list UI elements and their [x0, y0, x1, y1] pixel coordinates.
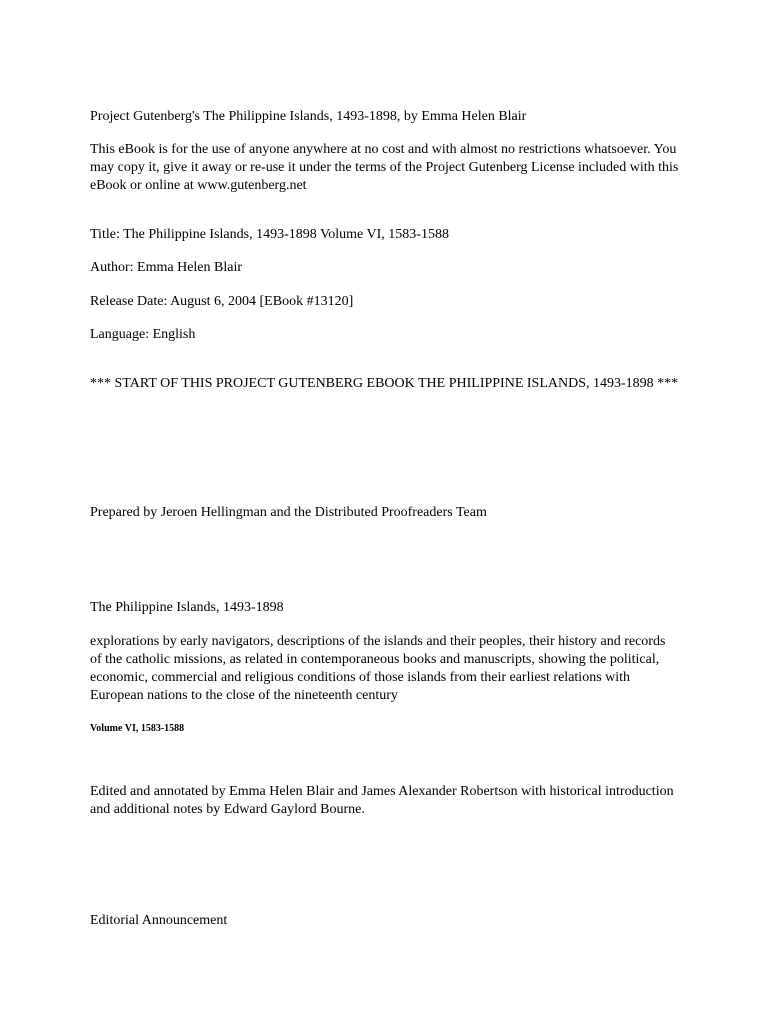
language-line: Language: English: [90, 327, 196, 342]
volume-line: Volume VI, 1583-1588: [90, 723, 185, 734]
section-heading: Editorial Announcement: [90, 913, 228, 928]
header-line: Project Gutenberg's The Philippine Islands, 1493-1898, by Emma Helen Blair: [90, 109, 527, 124]
license-paragraph: This eBook is for the use of anyone anywhere at no cost and with almost no restrictions whatsoever. You may copy it, give it away or re-use it under the terms of the Project Gutenberg License included with this eBook or online at www.gutenberg.net: [90, 142, 679, 193]
editors-line: Edited and annotated by Emma Helen Blair and James Alexander Robertson with historical introduction and additional notes by Edward Gaylord Bourne.: [90, 784, 674, 817]
book-subtitle: explorations by early navigators, descriptions of the islands and their peoples, their history and records of the catholic missions, as related in contemporaneous books and manuscripts, showing the political, economic, commercial and religious conditions of those islands from their earliest relations with European nations to the close of the nineteenth century: [90, 634, 666, 703]
start-marker: *** START OF THIS PROJECT GUTENBERG EBOOK THE PHILIPPINE ISLANDS, 1493-1898 ***: [90, 376, 679, 391]
prepared-by-line: Prepared by Jeroen Hellingman and the Distributed Proofreaders Team: [90, 505, 487, 520]
title-line: Title: The Philippine Islands, 1493-1898 Volume VI, 1583-1588: [90, 227, 449, 242]
book-title: The Philippine Islands, 1493-1898: [90, 600, 284, 615]
release-date-line: Release Date: August 6, 2004 [EBook #13120]: [90, 294, 354, 309]
author-line: Author: Emma Helen Blair: [90, 260, 243, 275]
